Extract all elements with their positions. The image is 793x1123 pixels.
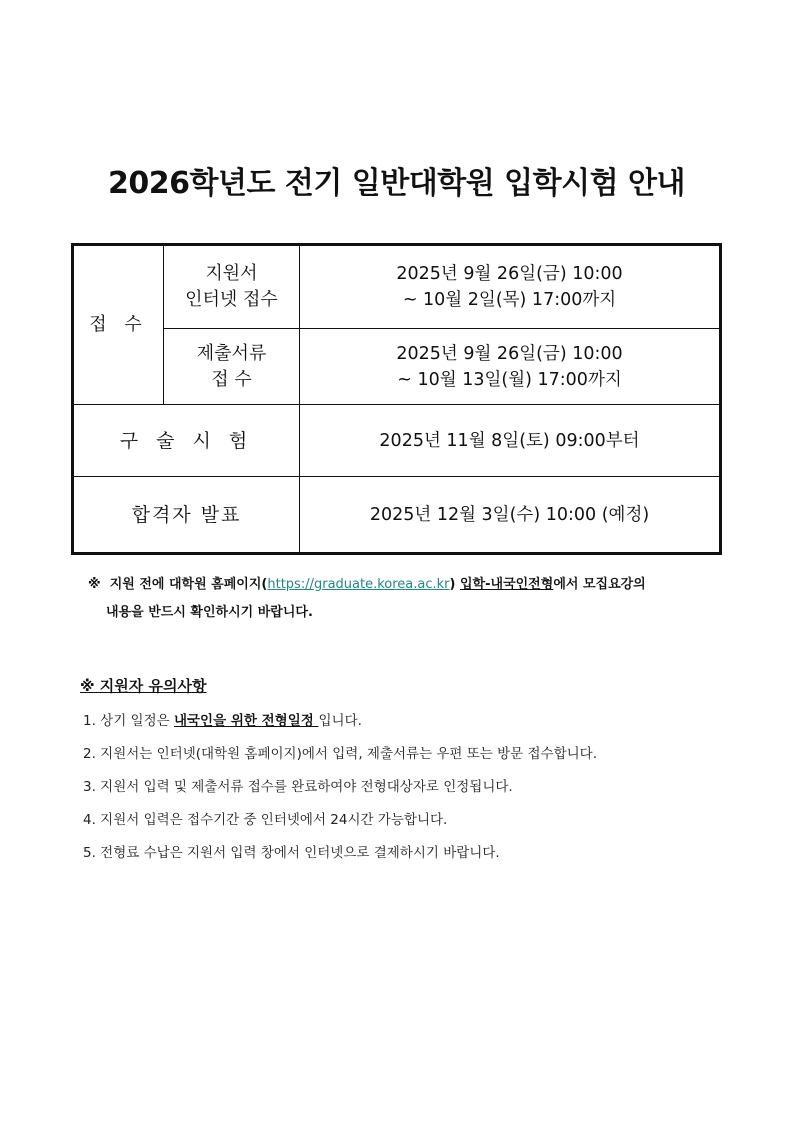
admission-menu-path: 입학-내국인전형 [460, 577, 554, 592]
notice-line2: 내용을 반드시 확인하시기 바랍니다. [106, 605, 313, 620]
list-item: 1. 상기 일정은 내국인을 위한 전형일정 입니다. [83, 713, 362, 729]
documents-submission-period: 2025년 9월 26일(금) 10:00 ~ 10월 13일(월) 17:00까지 [300, 329, 721, 405]
list-item: 5. 전형료 수납은 지원서 입력 창에서 인터넷으로 결제하시기 바랍니다. [83, 845, 500, 861]
reception-category: 접 수 [73, 245, 164, 405]
online-application-label: 지원서 인터넷 접수 [164, 245, 300, 329]
table-row [73, 477, 721, 554]
online-application-period: 2025년 9월 26일(금) 10:00 ~ 10월 2일(목) 17:00까지 [300, 245, 721, 329]
list-item: 4. 지원서 입력은 접수기간 중 인터넷에서 24시간 가능합니다. [83, 812, 448, 828]
announcement-label: 합격자 발표 [73, 477, 300, 554]
cautions-title: ※ 지원자 유의사항 [80, 677, 207, 695]
table-row [73, 245, 721, 329]
list-item: 2. 지원서는 인터넷(대학원 홈페이지)에서 입력, 제출서류는 우편 또는 방문 접수합니다. [83, 746, 598, 762]
table-row [73, 329, 721, 405]
oral-exam-label: 구 술 시 험 [73, 405, 300, 477]
reference-mark: ※ [88, 577, 101, 592]
announcement-date: 2025년 12월 3일(수) 10:00 (예정) [300, 477, 721, 554]
page-title: 2026학년도 전기 일반대학원 입학시험 안내 [108, 166, 685, 201]
graduate-homepage-link[interactable]: https://graduate.korea.ac.kr [267, 577, 450, 592]
cautions-list [83, 705, 763, 870]
documents-submission-label: 제출서류 접 수 [164, 329, 300, 405]
notice: ※ 지원 전에 대학원 홈페이지(https://graduate.korea.ac.kr) 입학-내국인전형에서 모집요강의 내용을 반드시 확인하시기 바랍니다. [88, 571, 728, 627]
oral-exam-date: 2025년 11월 8일(토) 09:00부터 [300, 405, 721, 477]
schedule-table [71, 243, 722, 555]
list-item: 3. 지원서 입력 및 제출서류 접수를 완료하여야 전형대상자로 인정됩니다. [83, 779, 513, 795]
table-row [73, 405, 721, 477]
